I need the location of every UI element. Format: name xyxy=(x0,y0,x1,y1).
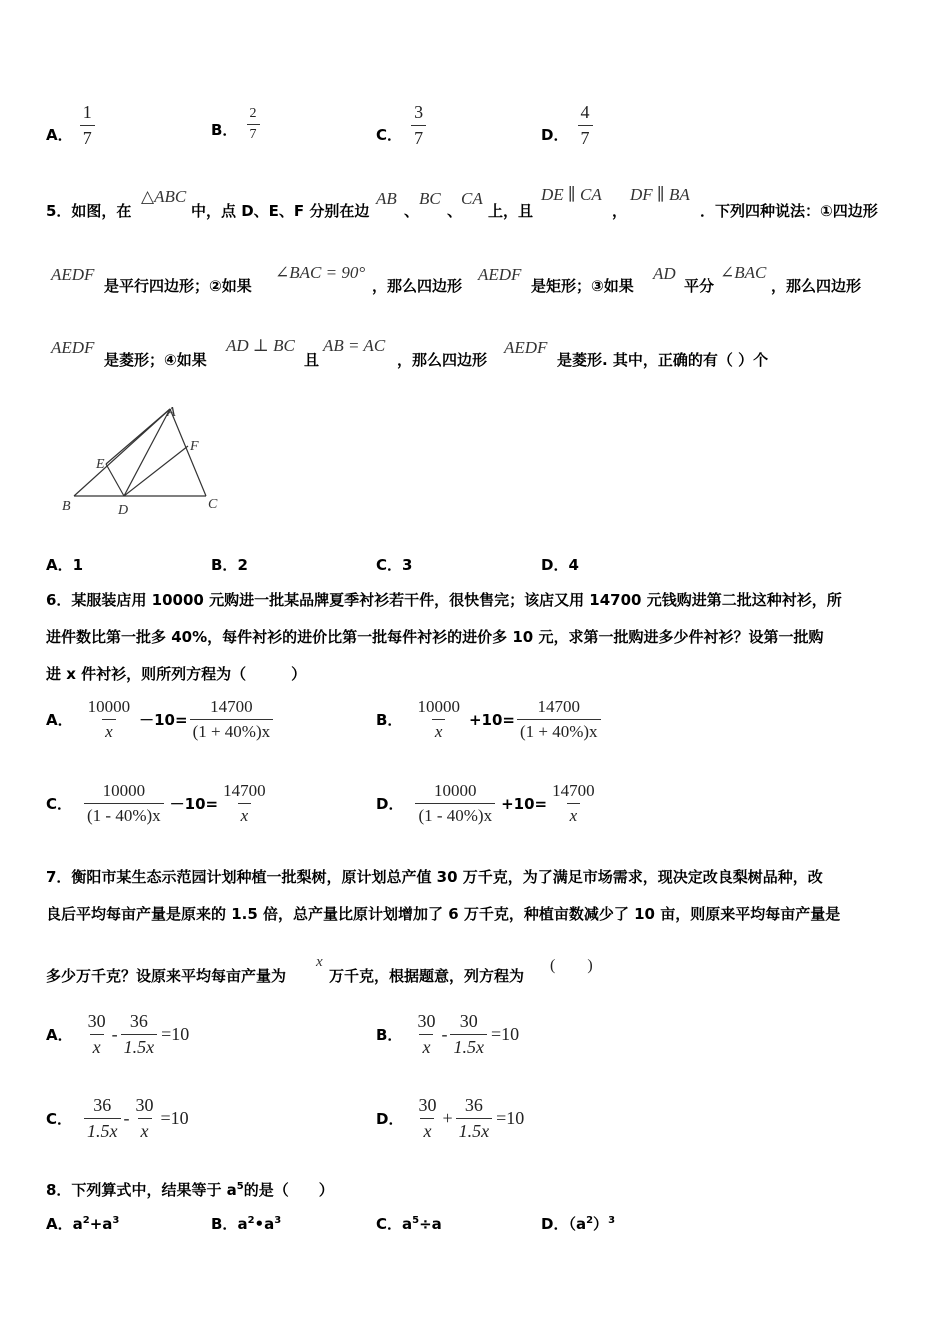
q7-stem-line: 良后平均每亩产量是原来的 1.5 倍，总产量比原计划增加了 6 万千克，种植亩数减少了 10 亩，则原来平均每亩产量是 xyxy=(46,905,841,923)
q8-option-b[interactable]: B．$a^2•a^3$ xyxy=(211,1215,282,1233)
q4-option-c[interactable] xyxy=(376,102,426,149)
label-b: B xyxy=(62,499,71,514)
q8-option-a[interactable]: A．$a^2+a^3$ xyxy=(46,1215,120,1233)
fraction: $\frac{10000}{x}$ xyxy=(417,697,460,741)
fraction: $\frac{4}{7}$ xyxy=(578,102,593,149)
q7-option-b[interactable]: B． $\frac{30}{x}$ - $\frac{30}{1.5x}$ =10 xyxy=(376,1011,520,1057)
q5-text: ，那么四边形 xyxy=(771,277,862,295)
label-d: D xyxy=(118,503,129,518)
q5-option-c[interactable]: C．3 xyxy=(376,556,413,574)
option-label: B． xyxy=(211,121,238,139)
fraction: $\frac{36}{1.5x}$ xyxy=(84,1095,121,1142)
q4-option-b[interactable] xyxy=(211,106,260,143)
q4-option-a[interactable] xyxy=(46,102,95,149)
q5-text: 是矩形；③如果 xyxy=(531,277,634,295)
q5-math: AEDF xyxy=(478,265,522,284)
q5-math: DF ∥ BA xyxy=(630,185,690,204)
answer-paren: ( ) xyxy=(550,957,593,974)
q5-math: AB xyxy=(376,189,397,208)
label-c: C xyxy=(208,497,218,512)
q6-stem-line: 进件数比第一批多 40%，每件衬衫的进价比第一批每件衬衫的进价多 10 元，求第一批购进多少件衬衫？设第一批购 xyxy=(46,628,824,646)
q5-math: BC xyxy=(419,189,441,208)
fraction: $\frac{14700}{x}$ xyxy=(552,781,595,825)
q5-math: AD xyxy=(653,264,676,283)
q7-option-c[interactable]: C． $\frac{36}{1.5x}$ - $\frac{30}{x}$ =10 xyxy=(46,1095,189,1141)
q5-text: ，那么四边形 xyxy=(397,351,488,369)
q5-math: △ABC xyxy=(141,187,187,206)
q7-stem-line: 7．衡阳市某生态示范园计划种植一批梨树，原计划总产值 30 万千克，为了满足市场需求，现决定改良梨树品种，改 xyxy=(46,868,823,886)
fraction: $\frac{30}{x}$ xyxy=(135,1095,154,1141)
q5-option-d[interactable]: D．4 xyxy=(541,556,579,574)
label-e: E xyxy=(96,457,105,472)
triangle-figure xyxy=(56,400,226,520)
fraction: $\frac{30}{1.5x}$ xyxy=(450,1011,487,1058)
q5-text: ．下列四种说法：①四边形 xyxy=(700,202,878,220)
q7-stem-line: 多少万千克？设原来平均每亩产量为 xyxy=(46,967,287,985)
q5-text: ， xyxy=(612,202,628,220)
fraction: $\frac{30}{x}$ xyxy=(418,1095,437,1141)
q5-text: 是平行四边形；②如果 xyxy=(104,277,252,295)
q5-math: AEDF xyxy=(51,265,95,284)
label-f: F xyxy=(190,439,199,454)
fraction: $\frac{14700}{x}$ xyxy=(223,781,266,825)
q6-stem-line: 6．某服装店用 10000 元购进一批某品牌夏季衬衫若干件，很快售完；该店又用 14700 元钱购进第二批这种衬衫，所 xyxy=(46,591,842,609)
q5-option-a[interactable]: A．1 xyxy=(46,556,84,574)
q5-math: AEDF xyxy=(504,338,548,357)
q7-stem-line: 万千克，根据题意，列方程为 xyxy=(329,967,525,985)
q6-option-b[interactable]: B． $\frac{10000}{x}$ +10= $\frac{14700}{(1 + 40\%)x}$ xyxy=(376,697,601,742)
fraction: $\frac{10000}{(1 - 40\%)x}$ xyxy=(84,781,164,826)
option-label: C． xyxy=(376,126,403,144)
q5-math: AD ⊥ BC xyxy=(226,336,295,355)
q5-text: 、 xyxy=(447,202,463,220)
q5-text: 是菱形；④如果 xyxy=(104,351,207,369)
fraction: $\frac{14700}{(1 + 40\%)x}$ xyxy=(517,697,601,742)
q5-text: 且 xyxy=(304,351,320,369)
q8-option-d[interactable]: D．$(a^2)^3$ xyxy=(541,1215,616,1233)
q5-text: 平分 xyxy=(684,277,715,295)
q5-math: ∠BAC = 90° xyxy=(275,263,366,282)
fraction: $\frac{30}{x}$ xyxy=(417,1011,436,1057)
q5-math: AEDF xyxy=(51,338,95,357)
fraction: $\frac{14700}{(1 + 40\%)x}$ xyxy=(190,697,274,742)
q5-math: ∠BAC xyxy=(720,263,767,282)
q5-text: ，那么四边形 xyxy=(372,277,463,295)
fraction: $\frac{3}{7}$ xyxy=(411,102,426,149)
q7-option-d[interactable]: D． $\frac{30}{x}$ + $\frac{36}{1.5x}$ =10 xyxy=(376,1095,525,1141)
q6-option-d[interactable]: D． $\frac{10000}{(1 - 40\%)x}$ +10= $\frac{14700}{x}$ xyxy=(376,781,598,826)
fraction: $\frac{10000}{(1 - 40\%)x}$ xyxy=(415,781,495,826)
q4-option-d[interactable] xyxy=(541,102,593,149)
fraction: $\frac{30}{x}$ xyxy=(87,1011,106,1057)
q5-option-b[interactable]: B．2 xyxy=(211,556,248,574)
q5-math: CA xyxy=(461,189,483,208)
q7-variable: x xyxy=(316,954,323,970)
q6-option-a[interactable]: A． $\frac{10000}{x}$ －10= $\frac{14700}{(1 + 40\%)x}$ xyxy=(46,697,273,742)
q5-math: AB = AC xyxy=(323,336,386,355)
fraction: $\frac{36}{1.5x}$ xyxy=(121,1011,158,1058)
q5-text: 中，点 D、E、F 分别在边 xyxy=(191,202,370,220)
q6-stem-line: 进 x 件衬衫，则所列方程为（ ） xyxy=(46,665,307,683)
fraction: $\frac{1}{7}$ xyxy=(80,102,95,149)
option-label: D． xyxy=(541,126,569,144)
fraction: $\frac{36}{1.5x}$ xyxy=(456,1095,493,1142)
q5-text: 是菱形. 其中，正确的有（ ）个 xyxy=(557,351,769,369)
label-a: A xyxy=(167,405,176,420)
q8-option-c[interactable]: C．$a^5\div a$ xyxy=(376,1215,442,1233)
q5-text: 、 xyxy=(404,202,420,220)
fraction: $\frac{10000}{x}$ xyxy=(87,697,131,741)
q7-option-a[interactable]: A． $\frac{30}{x}$ - $\frac{36}{1.5x}$ =10 xyxy=(46,1011,190,1057)
q8-stem: 8．下列算式中，结果等于 $a^5$的是（ ） xyxy=(46,1181,334,1199)
q5-text: 上，且 xyxy=(488,202,534,220)
q5-math: DE ∥ CA xyxy=(541,185,602,204)
fraction: $\frac{2}{7}$ xyxy=(247,106,260,143)
q5-text: 5．如图，在 xyxy=(46,202,132,220)
q6-option-c[interactable]: C． $\frac{10000}{(1 - 40\%)x}$ －10= $\frac{14700}{x}$ xyxy=(46,781,269,826)
option-label: A． xyxy=(46,126,73,144)
